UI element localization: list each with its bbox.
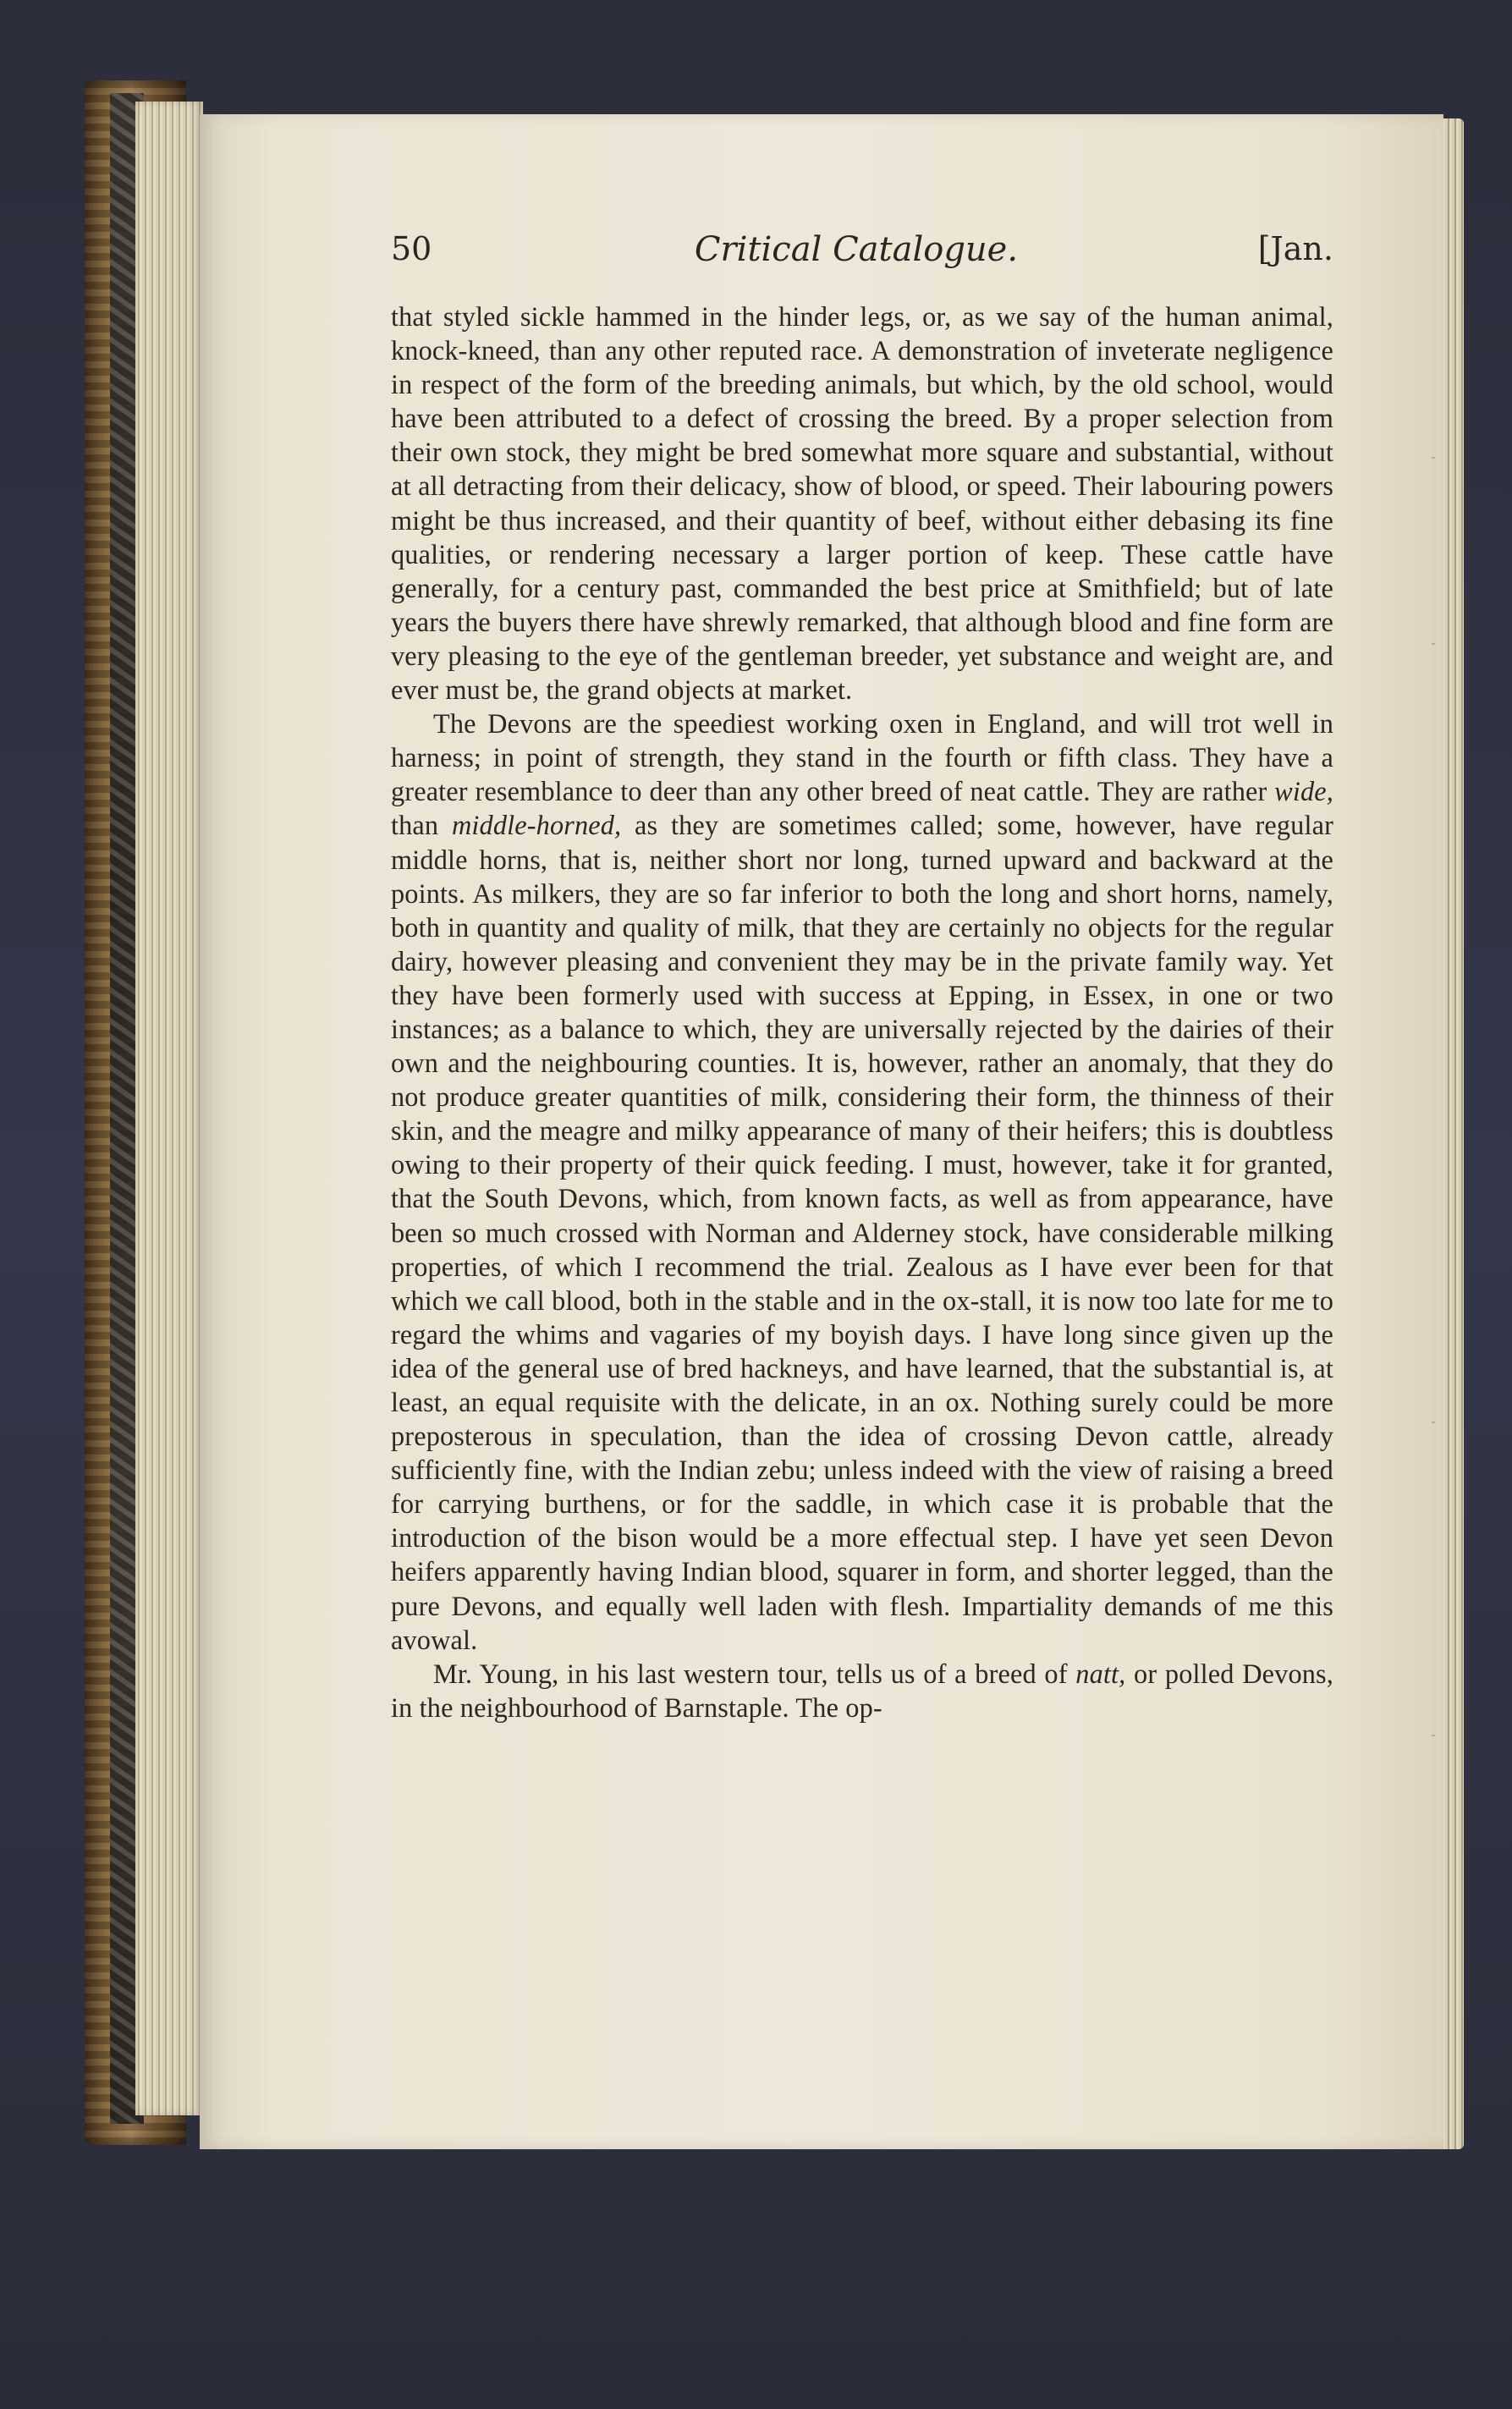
paragraph-2 (391, 707, 1333, 1657)
page-date: [Jan. (1257, 230, 1333, 267)
margin-tick (1432, 457, 1435, 459)
running-head (391, 230, 1333, 289)
page-number: 50 (391, 230, 432, 267)
paragraph-segment: that styled sickle hammed in the hinder legs, or, as we say of the human animal, knock-kneed, than any other reputed race. A demonstration of inveterate negligence in respect of the form of the breeding animals, but which, by the old school, would have been attributed to a defect of crossing the breed. By a proper selection from their own stock, they might be bred somewhat more square and substantial, without at all detracting from their delicacy, show of blood, or speed. Their labouring powers might be thus increased, and their quantity of beef, without either debasing its fine qualities, or rendering necessary a larger portion of keep. These cattle have generally, for a century past, commanded the best price at Smithfield; but of late years the buyers there have shrewly remarked, that although blood and fine form are very pleasing to the eye of the gentleman breeder, yet substance and weight are, and ever must be, the grand objects at market. (391, 301, 1333, 706)
margin-tick (1432, 643, 1435, 645)
paragraph-segment: as they are sometimes called; some, however, have regular middle horns, that is, neither short nor long, turned upward and backward at the points. As milkers, they are so far inferior to both the long and short horns, namely, both in quantity and quality of milk, that they are certainly no objects for the regular dairy, however pleasing and convenient they may be in the private family way. Yet they have been formerly used with success at Epping, in Essex, in one or two instances; as a balance to which, they are universally rejected by the dairies of their own and the neighbouring counties. It is, however, rather an anomaly, that they do not produce greater quantities of milk, considering their form, the thinness of their skin, and the meagre and milky appearance of many of their heifers; this is doubtless owing to their property of their quick feeding. I must, however, take it for granted, that the South Devons, which, from known facts, as well as from appearance, have been so much crossed with Norman and Alderney stock, have considerable milking properties, of which I recommend the trial. Zealous as I have ever been for that which we call blood, both in the stable and in the ox-stall, it is now too late for me to regard the whims and vagaries of my boyish days. I have long since given up the idea of the general use of bred hackneys, and have learned, that the substantial is, at least, an equal requisite with the delicate, in an ox. Nothing surely could be more preposterous in speculation, than the idea of crossing Devon cattle, already sufficiently fine, with the Indian zebu; unless indeed with the view of raising a breed for carrying burthens, or for the saddle, in which case it is probable that the introduction of the bison would be a more effectual step. I have yet seen Devon heifers apparently having Indian blood, squarer in form, and shorter legged, than the pure Devons, and equally well laden with flesh. Impartiality demands of me this avowal. (391, 810, 1333, 1655)
paragraph-segment: middle-horned, (451, 810, 622, 841)
paragraph-1 (391, 300, 1333, 707)
paragraph-segment: wide, (1274, 776, 1333, 807)
paragraph-segment: The Devons are the speediest working oxen in England, and will trot well in harness; in point of strength, they stand in the fourth or fifth class. They have a greater resemblance to deer than any other breed of neat cattle. They are rather (391, 708, 1333, 807)
page-title: Critical Catalogue. (694, 230, 1019, 269)
margin-tick (1432, 1735, 1435, 1736)
paragraph-segment: than (391, 810, 452, 841)
paragraph-segment: or polled Devons, in the neighbourhood of Barnstaple. The op- (391, 1658, 1333, 1723)
margin-tick (1432, 1422, 1435, 1423)
body-text (391, 300, 1333, 1724)
paragraph-segment: natt, (1075, 1658, 1126, 1689)
paragraph-3 (391, 1657, 1333, 1724)
left-page-edges (135, 102, 203, 2115)
paragraph-segment: Mr. Young, in his last western tour, tells us of a breed of (433, 1658, 1076, 1689)
